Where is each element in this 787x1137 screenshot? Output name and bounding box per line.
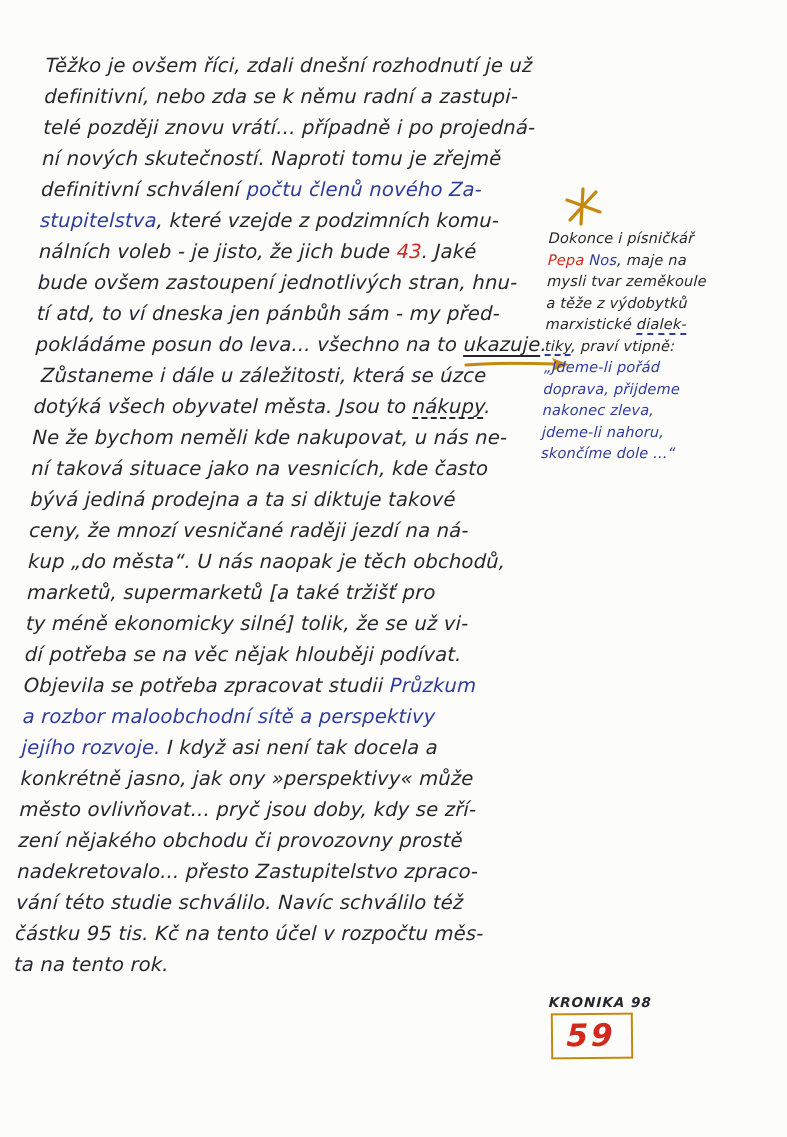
text-line <box>547 272 748 294</box>
text-segment: doprava, přijdeme <box>543 381 681 398</box>
text-segment: Objevila se potřeba zpracovat studii <box>23 674 391 697</box>
text-segment: vání této studie schválilo. Navíc schválilo též <box>15 891 464 914</box>
text-segment: Těžko je ovšem říci, zdali dnešní rozhodnutí je už <box>45 54 533 77</box>
text-line <box>15 918 536 949</box>
text-line <box>546 294 747 316</box>
text-segment: Pepa <box>547 252 585 269</box>
page-number-box <box>551 1013 633 1060</box>
text-line <box>544 358 745 380</box>
text-segment: bývá jediná prodejna a ta si diktuje takové <box>29 488 457 511</box>
text-line <box>43 112 564 143</box>
star-icon <box>562 186 604 228</box>
text-segment: marxistické <box>545 317 638 333</box>
chronicle-label: KRONIKA 98 <box>548 995 653 1011</box>
text-segment: tí atd, to ví dneska jen pánbůh sám - my před- <box>36 302 501 325</box>
text-segment: dialek- <box>636 317 688 333</box>
text-segment: . <box>483 395 492 418</box>
text-line <box>24 639 545 670</box>
text-segment: ceny, že mnozí vesničané raději jezdí na ná- <box>28 519 470 542</box>
text-segment: definitivní, nebo zda se k němu radní a zastupi- <box>43 85 519 108</box>
text-line <box>545 315 746 337</box>
text-line <box>21 732 542 763</box>
text-line <box>20 763 541 794</box>
text-segment: Dokonce i písničkář <box>548 231 695 247</box>
text-segment: Průzkum <box>389 674 477 697</box>
text-line <box>22 701 543 732</box>
text-line <box>41 174 562 205</box>
text-segment: konkrétně jasno, jak ony »perspektivy« může <box>20 767 474 790</box>
text-segment: ní nových skutečností. Naproti tomu je zřejmě <box>41 147 502 170</box>
text-segment: nálních voleb - je jisto, že jich bude <box>38 240 398 263</box>
text-line <box>544 337 745 359</box>
text-line <box>14 949 535 980</box>
text-line <box>31 453 552 484</box>
text-line <box>37 267 558 298</box>
text-line <box>541 423 742 445</box>
text-segment: . <box>540 333 548 356</box>
text-segment: „Jdeme-li pořád <box>543 360 661 376</box>
text-line <box>27 577 548 608</box>
text-segment: stupitelstva <box>39 209 158 232</box>
text-line <box>542 401 743 423</box>
text-line <box>42 143 563 174</box>
text-line <box>38 236 559 267</box>
text-line <box>44 81 565 112</box>
text-segment: I když asi není tak docela a <box>160 736 439 759</box>
text-line <box>23 670 544 701</box>
margin-note <box>541 229 749 466</box>
text-segment: telé později znovu vrátí... případně i po projedná- <box>42 116 536 139</box>
text-segment: a rozbor maloobchodní sítě a perspektivy <box>22 705 436 728</box>
text-line <box>17 856 538 887</box>
text-segment: město ovlivňovat... pryč jsou doby, kdy se zří- <box>19 798 477 821</box>
text-segment: ty méně ekonomicky silné] tolik, že se už vi- <box>25 612 469 635</box>
text-segment: , praví vtipně: <box>570 338 676 355</box>
text-segment: ta na tento rok. <box>13 953 170 976</box>
text-segment: kup „do města“. U nás naopak je těch obchodů, <box>27 550 506 573</box>
text-line <box>36 298 557 329</box>
text-line <box>40 205 561 236</box>
text-segment: . Jaké <box>421 240 477 263</box>
text-segment: Nos <box>584 252 618 269</box>
text-line <box>547 251 748 273</box>
text-segment: dí potřeba se na věc nějak hlouběji podívat. <box>24 643 463 666</box>
text-segment: Zůstaneme i dále u záležitosti, která se úzce <box>34 364 487 387</box>
text-segment: nadekretovalo... přesto Zastupitelstvo zpraco- <box>16 860 479 883</box>
text-segment: 43 <box>396 240 423 263</box>
text-segment: marketů, supermarketů [a také tržišť pro <box>26 581 436 604</box>
text-line <box>32 422 553 453</box>
text-line <box>33 391 554 422</box>
text-line <box>541 444 742 466</box>
text-line <box>16 887 537 918</box>
text-segment: tiky <box>544 338 572 355</box>
text-segment: Ne že bychom neměli kde nakupovat, u nás ne- <box>32 426 508 449</box>
text-segment: pokládáme posun do leva... všechno na to <box>35 333 464 356</box>
text-line <box>18 825 539 856</box>
text-segment: ukazuje <box>463 333 541 356</box>
text-segment: bude ovšem zastoupení jednotlivých stran, hnu- <box>37 271 518 294</box>
text-line <box>28 546 549 577</box>
main-text-block <box>14 50 566 980</box>
text-segment: skončíme dole ...“ <box>540 446 676 462</box>
text-segment: počtu členů nového Za- <box>246 178 483 201</box>
text-segment: nakonec zleva, <box>542 403 655 419</box>
text-line <box>19 794 540 825</box>
page-number: 59 <box>566 1017 617 1054</box>
text-segment: dotýká všech obyvatel města. Jsou to <box>33 395 414 418</box>
text-segment: definitivní schválení <box>40 178 248 201</box>
text-segment: , které vzejde z podzimních komu- <box>156 209 500 232</box>
text-line <box>45 50 566 81</box>
text-segment: ní taková situace jako na vesnicích, kde často <box>30 457 489 480</box>
text-line <box>29 515 550 546</box>
text-segment: částku 95 tis. Kč na tento účel v rozpočtu měs- <box>14 922 484 945</box>
text-line <box>548 229 749 251</box>
text-segment: jdeme-li nahoru, <box>541 424 665 441</box>
text-segment: zení nějakého obchodu či provozovny prostě <box>17 829 464 852</box>
text-line <box>543 380 744 402</box>
text-segment: a těže z výdobytků <box>546 295 689 312</box>
text-line <box>30 484 551 515</box>
text-segment: nákupy <box>412 395 485 418</box>
text-segment: jejího rozvoje. <box>21 736 162 759</box>
text-segment: , maje na <box>616 252 688 269</box>
text-line <box>25 608 546 639</box>
text-segment: mysli tvar zeměkoule <box>546 274 708 290</box>
